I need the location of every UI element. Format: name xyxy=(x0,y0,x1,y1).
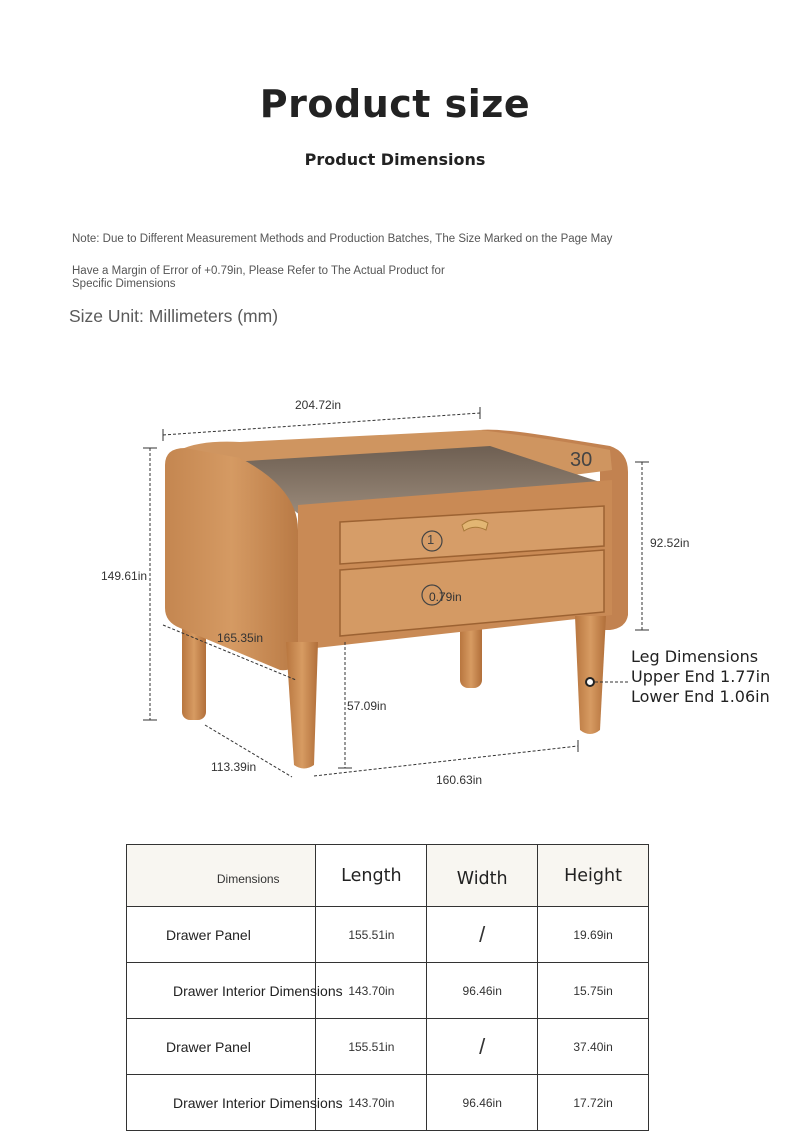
table-row xyxy=(127,907,649,963)
row-length: 155.51in xyxy=(316,907,427,963)
dim-drawer-gap: 0.79in xyxy=(429,590,462,604)
dim-leg-height: 57.09in xyxy=(347,699,387,713)
leg-upper-end: Upper End 1.77in xyxy=(631,667,771,686)
leg-pointer-dot xyxy=(586,678,594,686)
row-label: Drawer Interior Dimensions xyxy=(127,963,316,1019)
dim-width-top: 204.72in xyxy=(295,398,342,412)
dim-width-bottom: 160.63in xyxy=(436,773,483,787)
size-unit: Size Unit: Millimeters (mm) xyxy=(69,306,279,326)
header-height: Height xyxy=(538,845,649,907)
row-length: 143.70in xyxy=(316,963,427,1019)
note-line-3: Specific Dimensions xyxy=(72,278,176,290)
table-row xyxy=(127,963,649,1019)
table-row xyxy=(127,1019,649,1075)
row-width: / xyxy=(427,1019,538,1075)
page-title: Product size xyxy=(259,82,531,126)
front-leg-left xyxy=(286,642,318,769)
row-width: / xyxy=(427,907,538,963)
front-leg-right xyxy=(575,616,606,734)
row-height: 19.69in xyxy=(538,907,649,963)
dim-depth-bottom: 113.39in xyxy=(211,760,257,774)
row-height: 17.72in xyxy=(538,1075,649,1131)
dim-depth-top: 165.35in xyxy=(217,631,264,645)
row-width: 96.46in xyxy=(427,1075,538,1131)
dim-line-width-bottom xyxy=(314,746,578,776)
row-length: 155.51in xyxy=(316,1019,427,1075)
product-diagram xyxy=(0,380,790,800)
row-width: 96.46in xyxy=(427,963,538,1019)
row-label: Drawer Interior Dimensions xyxy=(127,1075,316,1131)
table-header-row xyxy=(127,845,649,907)
table-row xyxy=(127,1075,649,1131)
dimensions-table xyxy=(126,844,649,1131)
corner-mark: 30 xyxy=(570,449,593,471)
header-dimensions: Dimensions xyxy=(127,845,316,907)
circle-one-label: 1 xyxy=(427,532,435,547)
note-line-2: Have a Margin of Error of +0.79in, Please Refer to The Actual Product for xyxy=(72,265,445,277)
row-height: 15.75in xyxy=(538,963,649,1019)
row-height: 37.40in xyxy=(538,1019,649,1075)
dim-height-right: 92.52in xyxy=(650,536,690,550)
header-width: Width xyxy=(427,845,538,907)
note-line-1: Note: Due to Different Measurement Methods and Production Batches, The Size Marked on the Page May xyxy=(72,233,613,245)
row-label: Drawer Panel xyxy=(127,907,316,963)
leg-dimensions-title: Leg Dimensions xyxy=(631,647,759,666)
page-subtitle: Product Dimensions xyxy=(304,150,486,169)
dim-line-top xyxy=(163,413,480,435)
header-length: Length xyxy=(316,845,427,907)
row-label: Drawer Panel xyxy=(127,1019,316,1075)
leg-lower-end: Lower End 1.06in xyxy=(631,687,770,706)
dim-height-left: 149.61in xyxy=(101,569,148,583)
row-length: 143.70in xyxy=(316,1075,427,1131)
